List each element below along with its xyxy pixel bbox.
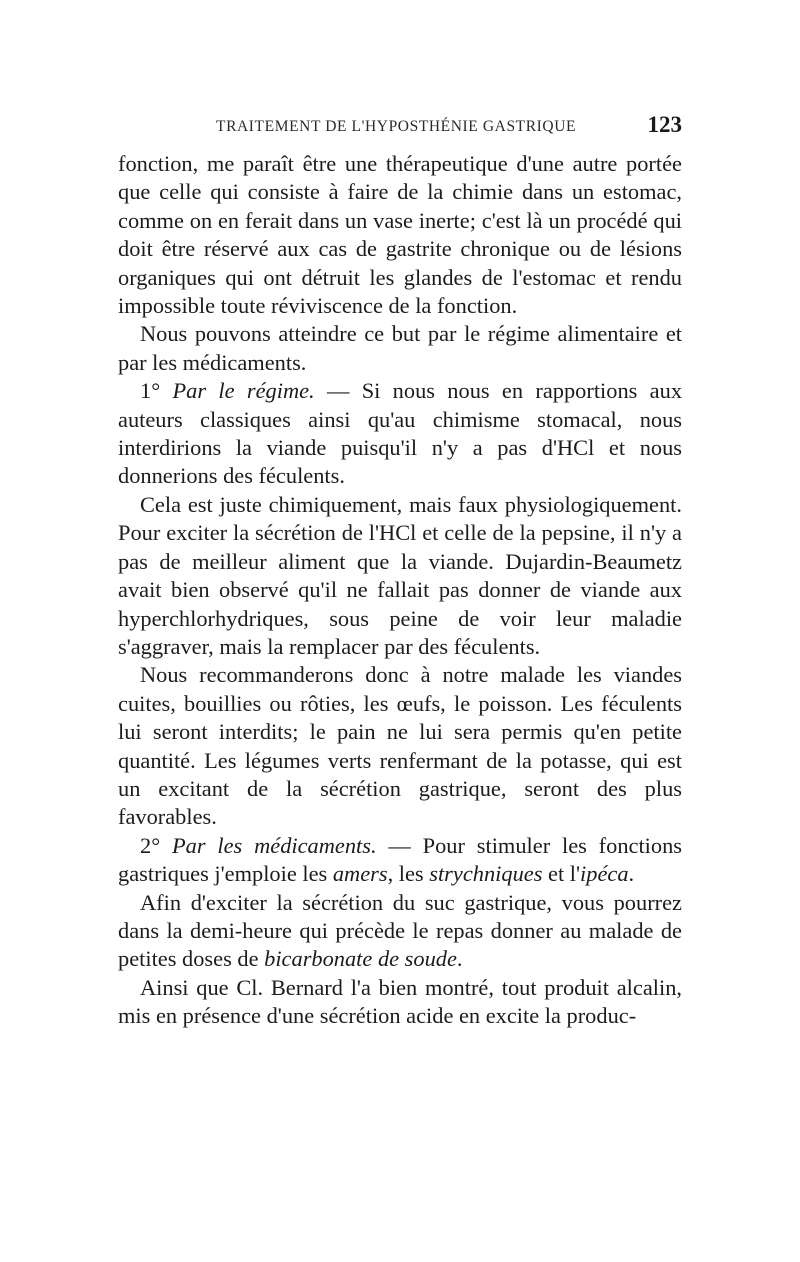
paragraph (118, 832, 682, 889)
body-text (118, 150, 682, 1031)
italic-text: bicarbonate de soude (264, 946, 457, 972)
running-title: TRAITEMENT DE L'HYPOSTHÉNIE GASTRIQUE (216, 118, 577, 135)
italic-text: amers (332, 861, 388, 887)
text-run: et l' (542, 861, 581, 887)
text-run: . (628, 861, 635, 887)
text-run: . (456, 946, 463, 972)
text-run: Nous pouvons atteindre ce but par le régime alimentaire et par les médicaments. (118, 321, 682, 375)
paragraph (118, 974, 682, 1031)
text-run: , les (387, 861, 430, 887)
text-run: Ainsi que Cl. Bernard l'a bien montré, tout produit alcalin, mis en présence d'une sécrétion acide en excite la produc- (118, 974, 682, 1029)
paragraph (118, 150, 682, 320)
paragraph (118, 320, 682, 377)
italic-text: strychniques (429, 861, 543, 887)
paragraph (118, 889, 682, 974)
page-number: 123 (647, 112, 682, 137)
text-run: — Pour stimuler les fonctions gastriques j'emploie les (118, 832, 682, 887)
text-run: Cela est juste chimiquement, mais faux physiologiquement. Pour exciter la sécrétion de l'HCl et celle de la pepsine, il n'y a pas de meilleur aliment que la viande. Dujardin-Beaumetz avait bien observé qu'il ne fallait pas donner de viande aux hyperchlorhydriques, sous peine de voir leur maladie s'aggraver, mais la remplacer par des féculents. (118, 491, 682, 659)
paragraph (118, 661, 682, 831)
running-header (118, 112, 682, 140)
italic-text: Par le régime. (172, 378, 315, 404)
italic-text: Par les médicaments. (171, 832, 377, 858)
paragraph (118, 491, 682, 661)
text-run: Afin d'exciter la sécrétion du suc gastrique, vous pourrez dans la demi-heure qui précède le repas donner au malade de petites doses de (118, 889, 682, 972)
text-run: — Si nous nous en rapportions aux auteurs classiques ainsi qu'au chimisme stomacal, nous interdirions la viande puisqu'il n'y a pas d'HCl et nous donnerions des féculents. (118, 378, 683, 489)
text-run: 2° (140, 832, 172, 858)
text-run: fonction, me paraît être une thérapeutique d'une autre portée que celle qui consiste à faire de la chimie dans un estomac, comme on en ferait dans un vase inerte; c'est là un procédé qui doit être réservé aux cas de gastrite chronique ou de lésions organiques qui ont détruit les glandes de l'estomac et rendu impossible toute réviviscence de la fonction. (118, 151, 682, 319)
paragraph (118, 377, 682, 491)
italic-text: ipéca (580, 861, 629, 887)
text-run: Nous recommanderons donc à notre malade les viandes cuites, bouillies ou rôties, les œufs, le poisson. Les féculents lui seront interdits; le pain ne lui sera permis qu'en petite quantité. Les légumes verts renfermant de la potasse, qui est un excitant de la sécrétion gastrique, seront des plus favorables. (118, 662, 682, 830)
text-run: 1° (140, 378, 173, 404)
